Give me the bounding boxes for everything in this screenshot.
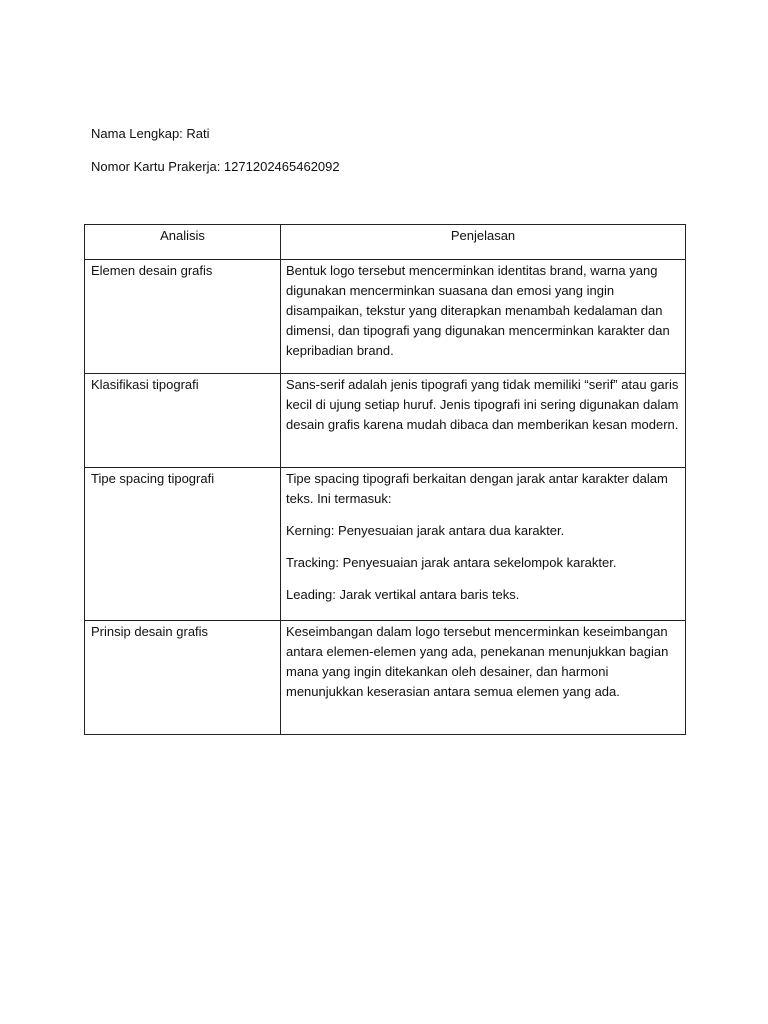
table-row [85, 621, 686, 735]
row-explanation-cell [281, 621, 686, 735]
column-header-analisis [85, 225, 281, 260]
explanation-paragraph: Bentuk logo tersebut mencerminkan identitas brand, warna yang digunakan mencerminkan suasana dan emosi yang ingin disampaikan, tekstur yang diterapkan menambah kedalaman dan dimensi, dan tipografi yang digunakan mencerminkan karakter dan kepribadian brand. [286, 263, 670, 358]
column-header-penjelasan-label: Penjelasan [450, 228, 516, 243]
column-header-analisis-label: Analisis [160, 228, 205, 243]
row-explanation-cell [281, 468, 686, 621]
explanation-paragraph-leading: Leading: Jarak vertikal antara baris teks. [286, 587, 520, 602]
row-label-cell [85, 621, 281, 735]
analysis-table [84, 224, 686, 735]
table-row [85, 468, 686, 621]
row-label: Prinsip desain grafis [91, 624, 209, 639]
row-label-cell [85, 260, 281, 374]
table-row [85, 374, 686, 468]
row-label-cell [85, 468, 281, 621]
explanation-paragraph-tracking: Tracking: Penyesuaian jarak antara sekelompok karakter. [286, 555, 617, 570]
row-explanation-cell [281, 260, 686, 374]
table-header-row [85, 225, 686, 260]
row-label-cell [85, 374, 281, 468]
explanation-paragraph: Sans-serif adalah jenis tipografi yang tidak memiliki “serif” atau garis kecil di ujung setiap huruf. Jenis tipografi ini sering digunakan dalam desain grafis karena mudah dibaca dan memberikan kesan modern. [286, 377, 679, 432]
prakerja-card-number-line: Nomor Kartu Prakerja: 1271202465462092 [91, 159, 340, 174]
explanation-paragraph-kerning: Kerning: Penyesuaian jarak antara dua karakter. [286, 523, 565, 538]
row-label: Elemen desain grafis [91, 263, 213, 278]
row-label: Klasifikasi tipografi [91, 377, 199, 392]
row-explanation-cell [281, 374, 686, 468]
table-row [85, 260, 686, 374]
explanation-paragraph: Keseimbangan dalam logo tersebut mencerminkan keseimbangan antara elemen-elemen yang ada, penekanan menunjukkan bagian mana yang ingin ditekankan oleh desainer, dan harmoni menunjukkan keserasian antara semua elemen yang ada. [286, 624, 669, 699]
full-name-line: Nama Lengkap: Rati [91, 126, 210, 141]
row-label: Tipe spacing tipografi [91, 471, 215, 486]
explanation-paragraph: Tipe spacing tipografi berkaitan dengan jarak antar karakter dalam teks. Ini termasuk: [286, 471, 668, 506]
column-header-penjelasan [281, 225, 686, 260]
